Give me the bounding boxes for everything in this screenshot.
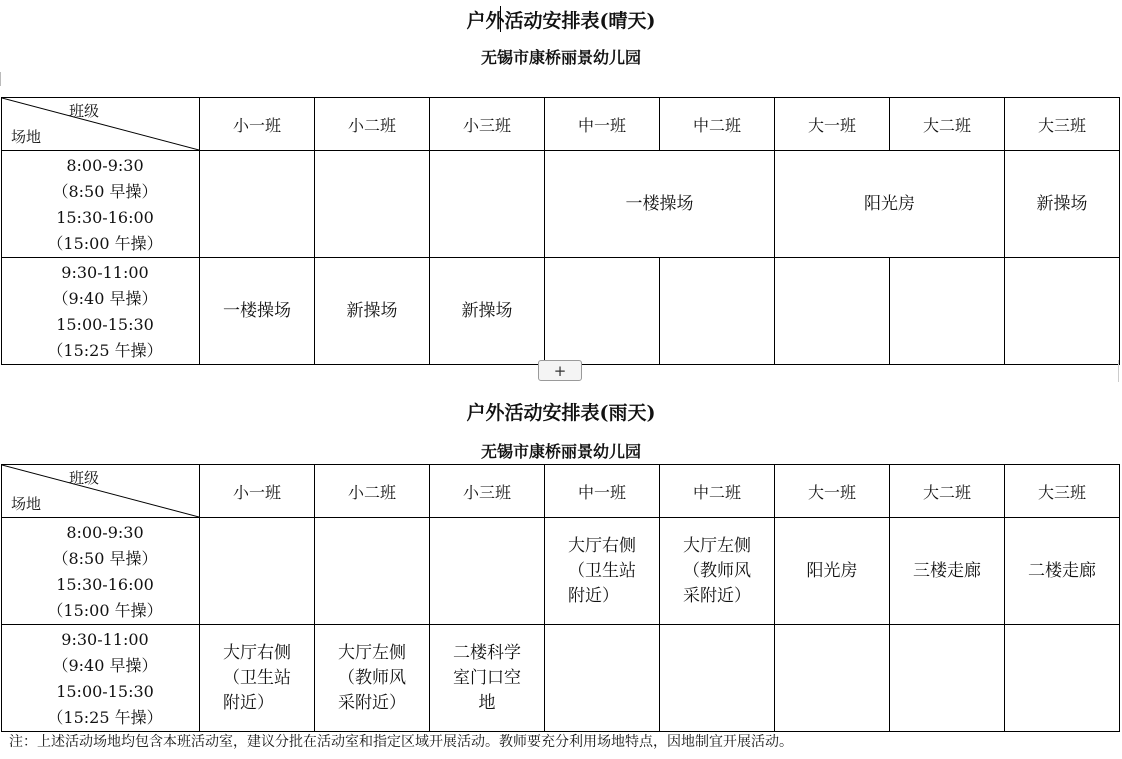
rainy-title: 户外活动安排表(雨天) bbox=[466, 402, 656, 424]
venue-cell bbox=[1005, 625, 1120, 732]
time-slot-text: 15:00-15:30 bbox=[56, 682, 154, 701]
venue-cell bbox=[315, 151, 430, 258]
venue-cell bbox=[315, 625, 430, 732]
venue-text-line: 阳光房 bbox=[806, 561, 858, 581]
venue-text-block bbox=[223, 641, 291, 716]
venue-text-line: 大厅左侧 bbox=[338, 642, 406, 663]
venue-text-block bbox=[775, 558, 889, 584]
venue-cell bbox=[890, 625, 1005, 732]
time-slot-cell bbox=[2, 518, 200, 625]
venue-text-block bbox=[453, 641, 521, 716]
venue-text: 阳光房 bbox=[864, 194, 915, 214]
venue-axis-label: 场地 bbox=[11, 495, 42, 513]
venue-cell bbox=[545, 258, 660, 365]
venue-text: 一楼操场 bbox=[223, 301, 291, 321]
time-slot-row bbox=[2, 518, 1120, 625]
venue-text: 一楼操场 bbox=[625, 194, 694, 214]
class-header-cell: 小一班 bbox=[200, 465, 315, 518]
venue-cell bbox=[545, 625, 660, 732]
venue-cell bbox=[890, 258, 1005, 365]
venue-cell bbox=[545, 151, 775, 258]
time-slot-text: （9:40 早操） bbox=[52, 289, 158, 308]
venue-cell bbox=[1005, 518, 1120, 625]
venue-text-line: 二楼走廊 bbox=[1028, 561, 1096, 581]
time-slot-text: 15:00-15:30 bbox=[56, 315, 154, 334]
sunny-subtitle: 无锡市康桥丽景幼儿园 bbox=[480, 48, 641, 67]
time-slot-cell bbox=[2, 258, 200, 365]
corner-header-cell bbox=[2, 98, 200, 151]
venue-text: 新操场 bbox=[1036, 194, 1088, 214]
venue-text: 新操场 bbox=[461, 301, 513, 321]
add-row-button[interactable]: + bbox=[538, 360, 582, 381]
venue-text-block bbox=[890, 558, 1004, 584]
class-axis-label: 班级 bbox=[68, 102, 99, 120]
class-header-cell: 小三班 bbox=[430, 465, 545, 518]
time-slot-text: （9:40 早操） bbox=[52, 656, 158, 675]
sunny-title: 户外活动安排表(晴天) bbox=[466, 10, 656, 32]
time-slot-text: 9:30-11:00 bbox=[61, 263, 149, 282]
time-slot-text: 9:30-11:00 bbox=[61, 630, 149, 649]
time-slot-row bbox=[2, 258, 1120, 365]
venue-cell bbox=[775, 625, 890, 732]
venue-cell bbox=[200, 151, 315, 258]
time-slot-text: （8:50 早操） bbox=[52, 182, 158, 201]
venue-text-line: （教师风 bbox=[338, 667, 406, 688]
venue-cell bbox=[315, 258, 430, 365]
class-header-cell: 大一班 bbox=[775, 465, 890, 518]
venue-cell bbox=[775, 258, 890, 365]
venue-cell bbox=[1005, 151, 1120, 258]
venue-text-block bbox=[1005, 558, 1119, 584]
venue-cell bbox=[890, 518, 1005, 625]
corner-header-cell bbox=[2, 465, 200, 518]
time-slot-text: （8:50 早操） bbox=[52, 549, 158, 568]
venue-cell bbox=[660, 258, 775, 365]
header-row bbox=[2, 465, 1120, 518]
time-slot-text: （15:25 午操） bbox=[47, 708, 163, 727]
time-slot-text: 15:30-16:00 bbox=[56, 575, 154, 594]
venue-text-line: 附近） bbox=[223, 692, 274, 713]
class-header-cell: 小三班 bbox=[430, 98, 545, 151]
margin-marker bbox=[1118, 360, 1119, 382]
venue-cell bbox=[775, 518, 890, 625]
sunny-schedule-table bbox=[1, 97, 1120, 365]
venue-cell bbox=[660, 625, 775, 732]
class-header-cell: 大二班 bbox=[890, 465, 1005, 518]
header-row bbox=[2, 98, 1120, 151]
venue-cell bbox=[430, 625, 545, 732]
venue-text-line: 采附近） bbox=[338, 692, 406, 713]
class-header-cell: 大一班 bbox=[775, 98, 890, 151]
time-slot-row bbox=[2, 151, 1120, 258]
class-header-cell: 中一班 bbox=[545, 465, 660, 518]
time-slot-text: 15:30-16:00 bbox=[56, 208, 154, 227]
venue-text-line: （卫生站 bbox=[223, 667, 291, 688]
venue-text-line: 二楼科学 bbox=[453, 642, 521, 663]
venue-cell bbox=[430, 518, 545, 625]
venue-cell bbox=[545, 518, 660, 625]
venue-axis-label: 场地 bbox=[11, 128, 42, 146]
class-header-cell: 大三班 bbox=[1005, 465, 1120, 518]
venue-cell bbox=[200, 518, 315, 625]
rainy-schedule-table bbox=[1, 464, 1120, 732]
venue-cell bbox=[430, 151, 545, 258]
class-header-cell: 中一班 bbox=[545, 98, 660, 151]
time-slot-text: 8:00-9:30 bbox=[66, 523, 144, 542]
class-header-cell: 小一班 bbox=[200, 98, 315, 151]
venue-text-block bbox=[683, 534, 751, 609]
class-header-cell: 大三班 bbox=[1005, 98, 1120, 151]
venue-text-line: 采附近） bbox=[683, 585, 751, 606]
time-slot-cell bbox=[2, 151, 200, 258]
class-axis-label: 班级 bbox=[68, 469, 99, 487]
venue-text-line: 室门口空 bbox=[453, 667, 521, 688]
venue-cell bbox=[1005, 258, 1120, 365]
rainy-subtitle: 无锡市康桥丽景幼儿园 bbox=[480, 442, 641, 461]
venue-text-line: 地 bbox=[478, 692, 496, 713]
class-header-cell: 中二班 bbox=[660, 98, 775, 151]
venue-cell bbox=[200, 625, 315, 732]
class-header-cell: 中二班 bbox=[660, 465, 775, 518]
time-slot-text: 8:00-9:30 bbox=[66, 156, 144, 175]
venue-cell bbox=[430, 258, 545, 365]
venue-text-line: 大厅右侧 bbox=[223, 642, 291, 663]
venue-text-block bbox=[568, 534, 636, 609]
time-slot-text: （15:00 午操） bbox=[47, 234, 163, 253]
venue-text-line: 大厅右侧 bbox=[568, 535, 636, 556]
venue-cell bbox=[660, 518, 775, 625]
venue-text-line: 三楼走廊 bbox=[913, 561, 981, 581]
time-slot-text: （15:00 午操） bbox=[47, 601, 163, 620]
venue-text-line: 大厅左侧 bbox=[683, 535, 751, 556]
class-header-cell: 小二班 bbox=[315, 98, 430, 151]
footnote: 注：上述活动场地均包含本班活动室，建议分批在活动室和指定区域开展活动。教师要充分利用场地特点，因地制宜开展活动。 bbox=[9, 734, 793, 750]
venue-cell bbox=[200, 258, 315, 365]
venue-cell bbox=[315, 518, 430, 625]
venue-text: 新操场 bbox=[346, 301, 398, 321]
venue-text-line: 附近） bbox=[568, 585, 619, 606]
venue-text-block bbox=[338, 641, 406, 716]
time-slot-cell bbox=[2, 625, 200, 732]
class-header-cell: 大二班 bbox=[890, 98, 1005, 151]
class-header-cell: 小二班 bbox=[315, 465, 430, 518]
venue-text-line: （卫生站 bbox=[568, 560, 636, 581]
margin-marker bbox=[0, 72, 1, 86]
time-slot-text: （15:25 午操） bbox=[47, 341, 163, 360]
venue-text-line: （教师风 bbox=[683, 560, 751, 581]
venue-cell bbox=[775, 151, 1005, 258]
time-slot-row bbox=[2, 625, 1120, 732]
